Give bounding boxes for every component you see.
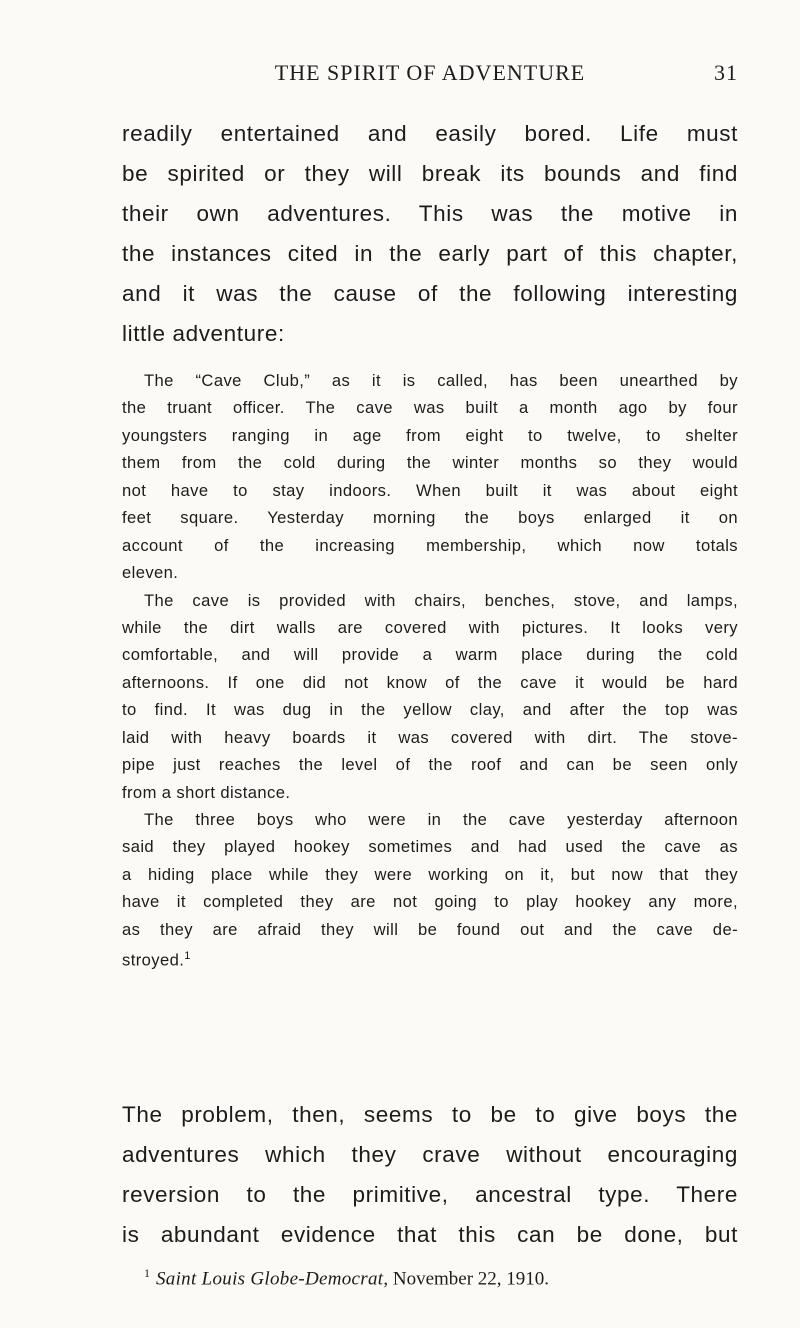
text-line: eleven.: [122, 563, 179, 583]
text-line: afternoons. If one did not know of the cave it would be hard: [122, 672, 738, 692]
footnote-source: Saint Louis Globe-Democrat: [156, 1268, 384, 1290]
text-line: little adventure:: [122, 321, 285, 346]
text-line: The cave is provided with chairs, benches, stove, and lamps,: [144, 590, 738, 610]
text-line: pipe just reaches the level of the roof and can be seen only: [122, 755, 738, 775]
text-line: from a short distance.: [122, 782, 291, 802]
text-line: account of the increasing membership, which now totals: [122, 535, 738, 555]
text-line: have it completed they are not going to play hookey any more,: [122, 892, 738, 912]
paragraph-1: [122, 114, 738, 354]
text-line: The “Cave Club,” as it is called, has been unearthed by: [144, 371, 738, 390]
text-line: feet square. Yesterday morning the boys enlarged it on: [122, 508, 738, 528]
text-line: as they are afraid they will be found out and the cave de-: [122, 919, 738, 939]
text-line: comfortable, and will provide a warm place during the cold: [122, 645, 738, 665]
text-line: be spirited or they will break its bounds and find: [122, 161, 738, 186]
text-line: while the dirt walls are covered with pictures. It looks very: [122, 617, 738, 637]
text-line: readily entertained and easily bored. Life must: [122, 121, 738, 146]
text-line: laid with heavy boards it was covered with dirt. The stove-: [122, 727, 738, 747]
footnote: [144, 1266, 549, 1290]
text-line: adventures which they crave without encouraging: [122, 1142, 738, 1167]
text-line: The three boys who were in the cave yesterday afternoon: [144, 810, 738, 829]
text-line: their own adventures. This was the motive in: [122, 201, 738, 226]
text-line: not have to stay indoors. When built it was about eight: [122, 480, 738, 500]
text-line-end: stroyed.: [122, 950, 185, 970]
text-line: a hiding place while they were working on it, but now that they: [122, 864, 738, 884]
block-quote: [122, 367, 738, 971]
footnote-marker: 1: [144, 1266, 150, 1280]
page-number: 31: [714, 60, 738, 85]
text-line: to find. It was dug in the yellow clay, and after the top was: [122, 700, 738, 720]
text-line: The problem, then, seems to be to give boys the: [122, 1102, 738, 1127]
text-line: youngsters ranging in age from eight to twelve, to shelter: [122, 425, 738, 445]
text-line: the truant officer. The cave was built a month ago by four: [122, 398, 738, 418]
text-line: the instances cited in the early part of this chapter,: [122, 241, 738, 266]
text-line: and it was the cause of the following interesting: [122, 281, 738, 306]
text-line: reversion to the primitive, ancestral type. There: [122, 1182, 738, 1207]
text-line: said they played hookey sometimes and had used the cave as: [122, 837, 738, 857]
text-line: [122, 943, 738, 970]
text-line: is abundant evidence that this can be done, but: [122, 1222, 738, 1247]
running-title: THE SPIRIT OF ADVENTURE: [274, 60, 586, 85]
running-header: [122, 60, 738, 90]
footnote-reference: 1: [184, 950, 191, 963]
footnote-date: , November 22, 1910.: [383, 1268, 550, 1290]
paragraph-2: [122, 1095, 738, 1255]
text-line: them from the cold during the winter months so they would: [122, 453, 738, 473]
